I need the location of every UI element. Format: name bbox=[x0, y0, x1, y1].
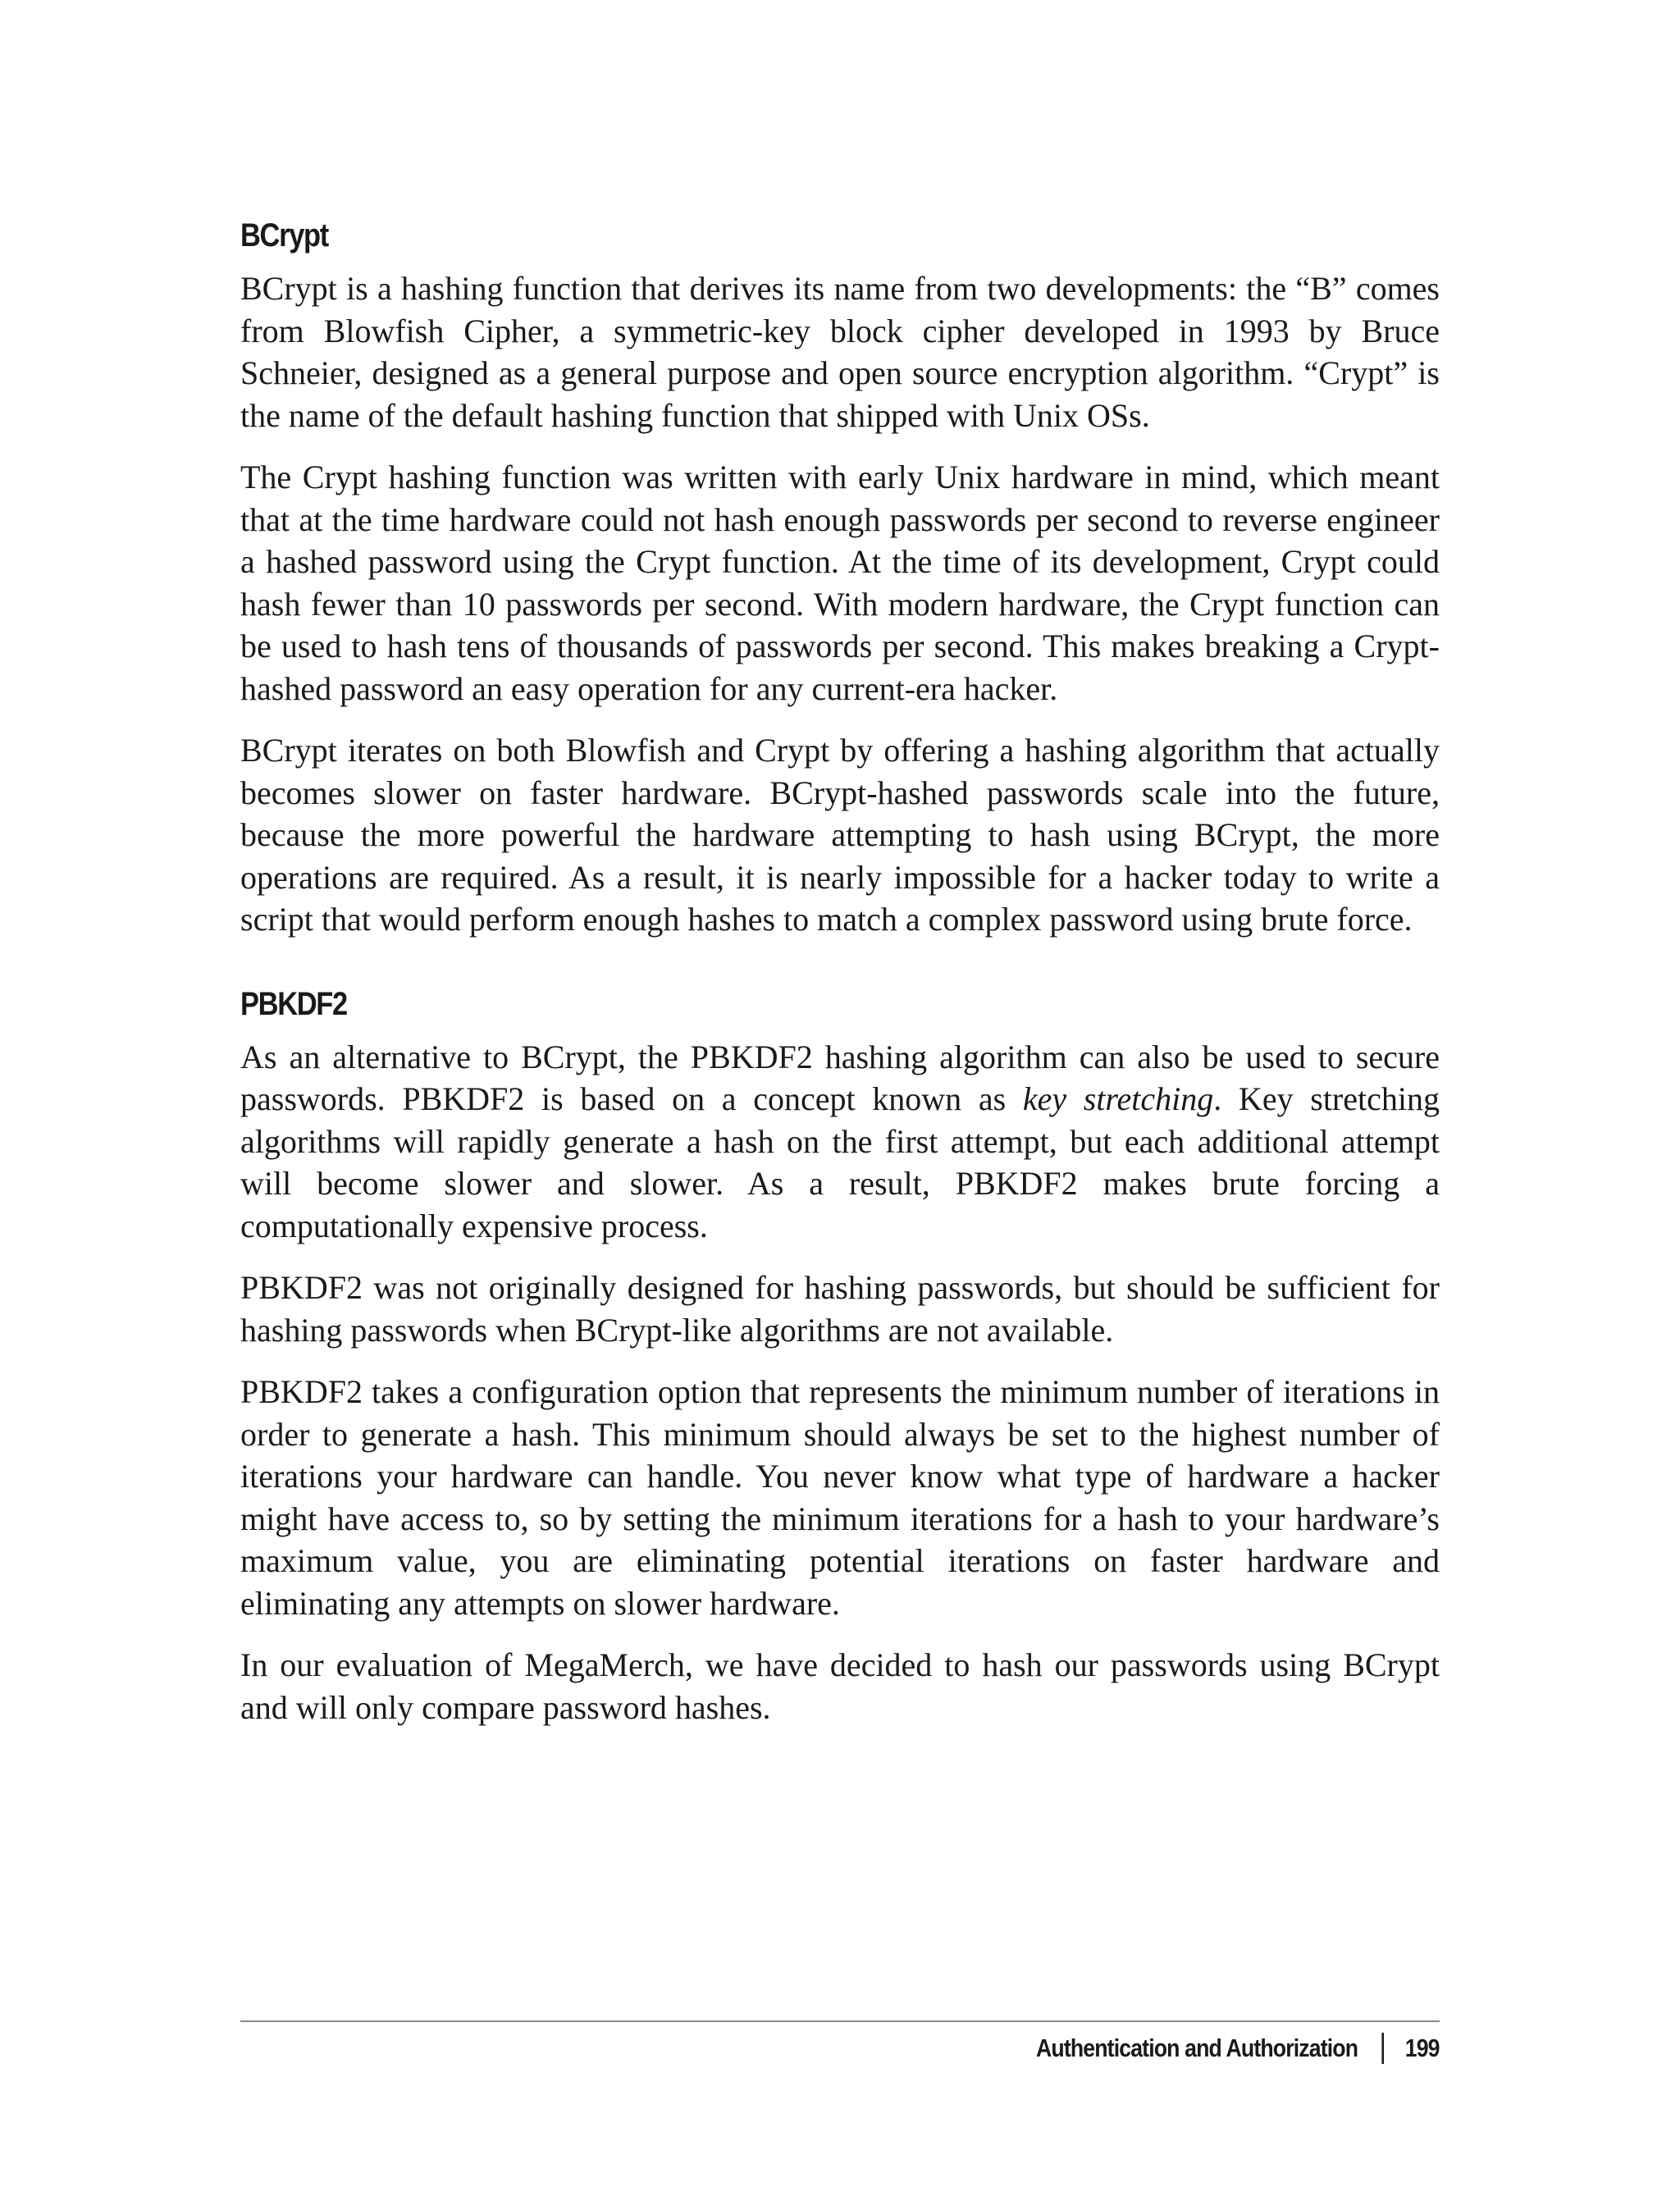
paragraph-text: . Key stretching algorithms will rapidly generate a hash on the first attempt, but each additional attempt will become slower and slower. As a result, PBKDF2 makes brute forcing a computationally expensive process. bbox=[240, 1080, 1440, 1244]
paragraph-text: As an alternative to BCrypt, the PBKDF2 hashing algorithm can also be used to secure passwords. PBKDF2 is based on a concept known as bbox=[240, 1038, 1440, 1117]
paragraph bbox=[240, 1036, 1440, 1248]
page-footer bbox=[1036, 2033, 1440, 2064]
paragraph: In our evaluation of MegaMerch, we have decided to hash our passwords using BCrypt and will only compare password hashes. bbox=[240, 1646, 1440, 1726]
running-footer-title: Authentication and Authorization bbox=[1036, 2034, 1358, 2062]
paragraph: PBKDF2 was not originally designed for hashing passwords, but should be sufficient for hashing passwords when BCrypt-like algorithms are not available. bbox=[240, 1269, 1440, 1349]
paragraph: The Crypt hashing function was written with early Unix hardware in mind, which meant that at the time hardware could not hash enough passwords per second to reverse engineer a hashed password using the Crypt function. At the time of its development, Crypt could hash fewer than 10 passwords per second. With modern hardware, the Crypt function can be used to hash tens of thousands of passwords per second. This makes breaking a Crypt-hashed password an easy operation for any current-era hacker. bbox=[240, 459, 1440, 707]
footer-separator bbox=[1382, 2033, 1385, 2064]
paragraph: BCrypt iterates on both Blowfish and Crypt by offering a hashing algorithm that actually becomes slower on faster hardware. BCrypt-hashed passwords scale into the future, because the more powerful the hardware attempting to hash using BCrypt, the more operations are required. As a result, it is nearly impossible for a hacker today to write a script that would perform enough hashes to match a complex password using brute force. bbox=[240, 732, 1440, 938]
footer-divider bbox=[240, 2020, 1440, 2022]
page-number: 199 bbox=[1405, 2034, 1440, 2062]
paragraph: PBKDF2 takes a configuration option that represents the minimum number of iterations in order to generate a hash. This minimum should always be set to the highest number of iterations your hardware can handle. You never know what type of hardware a hacker might have access to, so by setting the minimum iterations for a hash to your hardware’s maximum value, you are eliminating potential iterations on faster hardware and eliminating any attempts on slower hardware. bbox=[240, 1373, 1440, 1622]
paragraph: BCrypt is a hashing function that derives its name from two developments: the “B” comes from Blowfish Cipher, a symmetric-key block cipher developed in 1993 by Bruce Schneier, designed as a general purpose and open source encryption algorithm. “Crypt” is the name of the default hashing function that shipped with Unix OSs. bbox=[240, 270, 1440, 434]
section-heading-bcrypt: BCrypt bbox=[240, 217, 328, 253]
page-content bbox=[240, 215, 1440, 1748]
emphasis-term: key stretching bbox=[1022, 1080, 1214, 1117]
section-heading-pbkdf2: PBKDF2 bbox=[240, 985, 347, 1022]
